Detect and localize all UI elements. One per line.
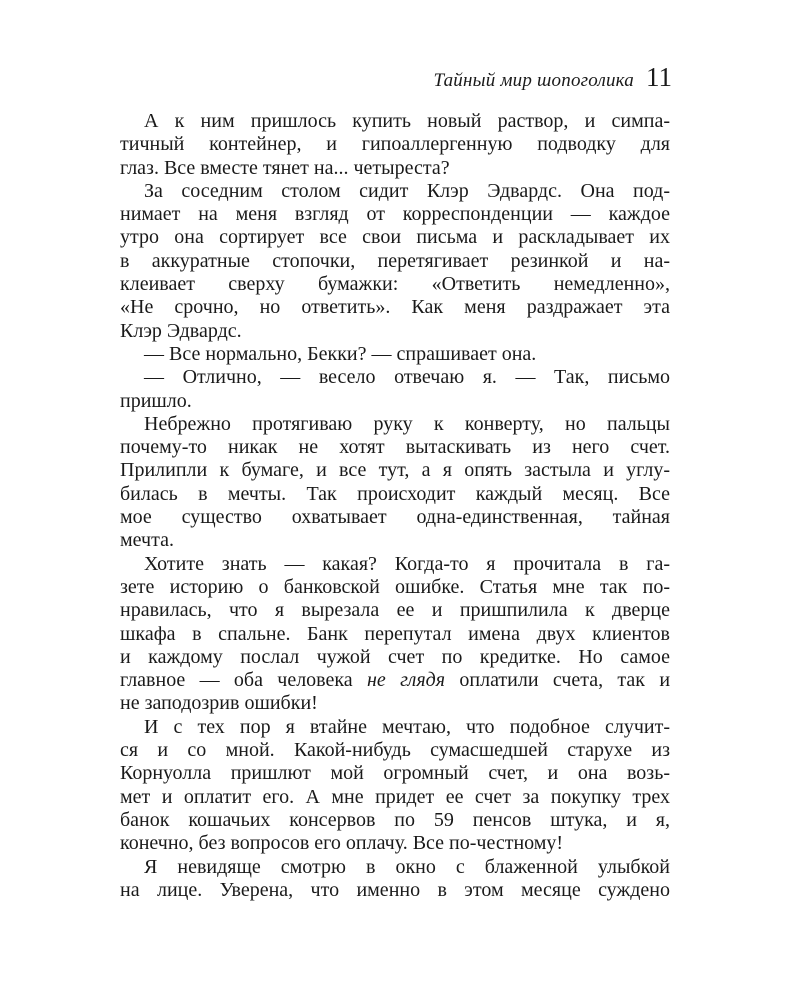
text-line: И с тех пор я втайне мечтаю, что подобное случит- xyxy=(144,715,670,738)
text-segment: главное — оба человека xyxy=(120,669,353,692)
text-line: Я невидяще смотрю в окно с блаженной улыбкой xyxy=(144,855,670,878)
text-line xyxy=(120,669,670,692)
text-line: тичный контейнер, и гипоаллергенную подводку для xyxy=(120,133,670,156)
text-line: нимает на меня взгляд от корреспонденции — каждое xyxy=(120,203,670,226)
text-line: банок кошачьих консервов по 59 пенсов штука, и я, xyxy=(120,808,670,831)
text-line: ся и со мной. Какой-нибудь сумасшедшей старухе из xyxy=(120,739,670,762)
text-line: — Отлично, — весело отвечаю я. — Так, письмо xyxy=(144,366,670,389)
text-line: — Все нормально, Бекки? — спрашивает она. xyxy=(144,342,537,365)
text-line: в аккуратные стопочки, перетягивает резинкой и на- xyxy=(120,249,670,272)
book-title: Тайный мир шопоголика xyxy=(433,70,634,91)
text-line: Прилипли к бумаге, и все тут, а я опять застыла и углу- xyxy=(120,459,670,482)
text-line: почему-то никак не хотят вытаскивать из него счет. xyxy=(120,436,670,459)
text-line: мет и оплатит его. А мне придет ее счет за покупку трех xyxy=(120,785,670,808)
text-line: не заподозрив ошибки! xyxy=(120,692,318,715)
text-line: За соседним столом сидит Клэр Эдвардс. Она под- xyxy=(144,179,670,202)
text-segment: оплатили счета, так и xyxy=(459,669,670,692)
text-line: на лице. Уверена, что именно в этом месяце суждено xyxy=(120,878,670,901)
text-line: пришло. xyxy=(120,389,192,412)
page-number: 11 xyxy=(646,62,672,92)
text-line: нравилась, что я вырезала ее и пришпилила к дверце xyxy=(120,599,670,622)
text-line: А к ним пришлось купить новый раствор, и симпа- xyxy=(144,110,670,132)
text-line: Хотите знать — какая? Когда-то я прочитала в га- xyxy=(144,552,670,575)
text-line: мечта. xyxy=(120,529,174,552)
text-line: шкафа в спальне. Банк перепутал имена двух клиентов xyxy=(120,622,670,645)
emphasis: не глядя xyxy=(367,669,446,692)
body-text xyxy=(120,110,670,902)
running-head xyxy=(434,62,672,93)
text-line: мое существо охватывает одна-единственная, тайная xyxy=(120,506,670,529)
text-line: «Не срочно, но ответить». Как меня раздражает эта xyxy=(120,296,670,319)
text-line: Небрежно протягиваю руку к конверту, но пальцы xyxy=(144,412,670,435)
text-line: утро она сортирует все свои письма и раскладывает их xyxy=(120,226,670,249)
text-line: зете историю о банковской ошибке. Статья мне так по- xyxy=(120,575,670,598)
text-line: Клэр Эдвардс. xyxy=(120,319,242,342)
text-line: глаз. Все вместе тянет на... четыреста? xyxy=(120,156,450,179)
text-line: и каждому послал чужой счет по кредитке. Но самое xyxy=(120,645,670,668)
text-line: клеивает сверху бумажки: «Ответить немедленно», xyxy=(120,273,670,296)
text-line: Корнуолла пришлют мой огромный счет, и она возь- xyxy=(120,762,670,785)
text-line: конечно, без вопросов его оплачу. Все по-честному! xyxy=(120,832,564,855)
text-line: билась в мечты. Так происходит каждый месяц. Все xyxy=(120,482,670,505)
